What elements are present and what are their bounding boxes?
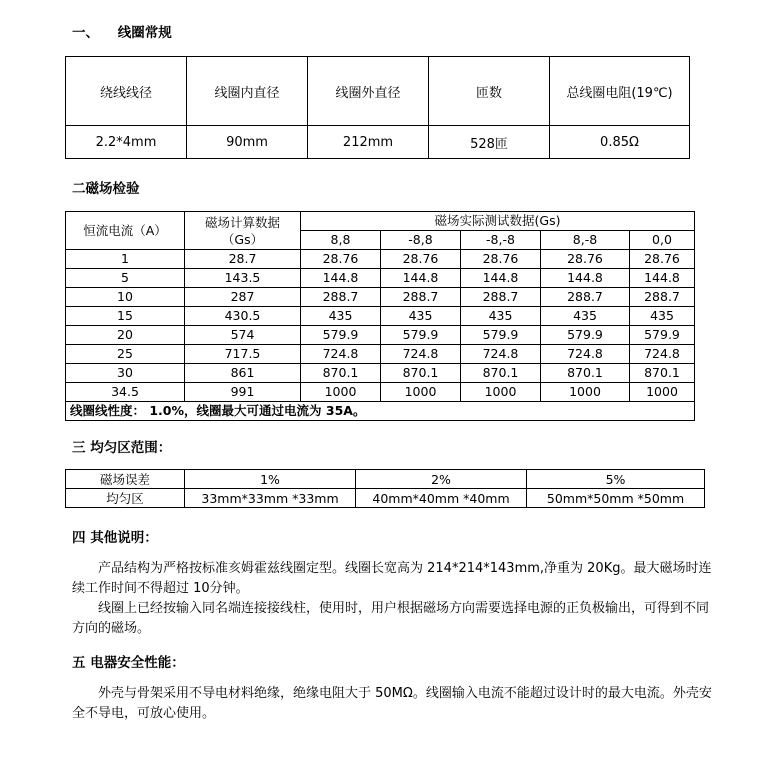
measured-cell: 724.8 xyxy=(301,345,381,364)
zone-2pct: 40mm*40mm *40mm xyxy=(356,489,527,508)
current-cell: 5 xyxy=(66,269,185,288)
measured-cell: 435 xyxy=(630,307,695,326)
pos-header: 0,0 xyxy=(630,231,695,250)
section2-title: 二磁场检验 xyxy=(72,181,140,197)
measured-cell: 144.8 xyxy=(461,269,541,288)
current-cell: 1 xyxy=(66,250,185,269)
table-row xyxy=(66,345,695,364)
measured-cell: 144.8 xyxy=(541,269,630,288)
measured-cell: 435 xyxy=(301,307,381,326)
table-row xyxy=(66,326,695,345)
measured-cell: 288.7 xyxy=(301,288,381,307)
section4-title: 四 其他说明： xyxy=(72,530,158,546)
measured-cell: 28.76 xyxy=(461,250,541,269)
linearity-note: 线圈线性度： 1.0%，线圈最大可通过电流为 35A。 xyxy=(66,402,695,421)
measured-cell: 1000 xyxy=(381,383,461,402)
current-cell: 10 xyxy=(66,288,185,307)
current-cell: 30 xyxy=(66,364,185,383)
measured-cell: 28.76 xyxy=(541,250,630,269)
label-field-error: 磁场误差 xyxy=(66,470,185,489)
table-row xyxy=(66,288,695,307)
header-resistance: 总线圈电阻(19℃) xyxy=(550,57,690,126)
value-wire-diameter: 2.2*4mm xyxy=(66,126,187,159)
measured-cell: 435 xyxy=(541,307,630,326)
calc-cell: 991 xyxy=(185,383,301,402)
measured-cell: 870.1 xyxy=(301,364,381,383)
measured-cell: 28.76 xyxy=(381,250,461,269)
measured-cell: 870.1 xyxy=(461,364,541,383)
measured-cell: 435 xyxy=(381,307,461,326)
measured-cell: 579.9 xyxy=(630,326,695,345)
section5-title: 五 电器安全性能： xyxy=(72,655,185,671)
measured-cell: 1000 xyxy=(541,383,630,402)
error-5pct: 5% xyxy=(527,470,705,489)
measured-cell: 288.7 xyxy=(381,288,461,307)
section1-title: 一、 线圈常规 xyxy=(72,25,172,41)
measured-cell: 144.8 xyxy=(630,269,695,288)
measured-cell: 870.1 xyxy=(630,364,695,383)
section4-text xyxy=(72,559,717,639)
section5-text xyxy=(72,684,717,724)
zone-1pct: 33mm*33mm *33mm xyxy=(185,489,356,508)
measured-cell: 870.1 xyxy=(541,364,630,383)
table-row xyxy=(66,364,695,383)
error-1pct: 1% xyxy=(185,470,356,489)
measured-cell: 724.8 xyxy=(541,345,630,364)
section4-paragraph: 产品结构为严格按标准亥姆霍兹线圈定型。线圈长宽高为 214*214*143mm,净重为 20Kg。最大磁场时连续工作时间不得超过 10分钟。 xyxy=(72,561,712,596)
section4-paragraph: 线圈上已经按输入同名端连接接线柱，使用时，用户根据磁场方向需要选择电源的正负极输出，可得到不同方向的磁场。 xyxy=(72,601,710,636)
header-calc: 磁场计算数据 （Gs） xyxy=(185,212,301,250)
table-row xyxy=(66,383,695,402)
measured-cell: 288.7 xyxy=(461,288,541,307)
value-resistance: 0.85Ω xyxy=(550,126,690,159)
value-inner-diameter: 90mm xyxy=(187,126,308,159)
measured-cell: 144.8 xyxy=(381,269,461,288)
section5-paragraph: 外壳与骨架采用不导电材料绝缘，绝缘电阻大于 50MΩ。线圈输入电流不能超过设计时的最大电流。外壳安全不导电，可放心使用。 xyxy=(72,686,712,721)
coil-spec-table xyxy=(65,56,690,159)
header-inner-diameter: 线圈内直径 xyxy=(187,57,308,126)
field-test-table xyxy=(65,211,695,421)
measured-cell: 724.8 xyxy=(461,345,541,364)
section3-title: 三 均匀区范围： xyxy=(72,440,172,456)
pos-header: 8,-8 xyxy=(541,231,630,250)
measured-cell: 144.8 xyxy=(301,269,381,288)
measured-cell: 28.76 xyxy=(630,250,695,269)
calc-cell: 574 xyxy=(185,326,301,345)
measured-cell: 288.7 xyxy=(541,288,630,307)
header-outer-diameter: 线圈外直径 xyxy=(308,57,429,126)
label-uniform-zone: 均匀区 xyxy=(66,489,185,508)
current-cell: 15 xyxy=(66,307,185,326)
header-measured: 磁场实际测试数据(Gs) xyxy=(301,212,695,231)
measured-cell: 870.1 xyxy=(381,364,461,383)
calc-cell: 717.5 xyxy=(185,345,301,364)
measured-cell: 724.8 xyxy=(381,345,461,364)
table-row xyxy=(66,307,695,326)
current-cell: 20 xyxy=(66,326,185,345)
pos-header: -8,-8 xyxy=(461,231,541,250)
calc-cell: 861 xyxy=(185,364,301,383)
measured-cell: 724.8 xyxy=(630,345,695,364)
measured-cell: 579.9 xyxy=(461,326,541,345)
calc-cell: 287 xyxy=(185,288,301,307)
current-cell: 25 xyxy=(66,345,185,364)
zone-5pct: 50mm*50mm *50mm xyxy=(527,489,705,508)
calc-cell: 28.7 xyxy=(185,250,301,269)
error-2pct: 2% xyxy=(356,470,527,489)
header-current: 恒流电流（A） xyxy=(66,212,185,250)
measured-cell: 1000 xyxy=(630,383,695,402)
measured-cell: 1000 xyxy=(461,383,541,402)
measured-cell: 28.76 xyxy=(301,250,381,269)
measured-cell: 288.7 xyxy=(630,288,695,307)
table-row xyxy=(66,269,695,288)
value-outer-diameter: 212mm xyxy=(308,126,429,159)
header-wire-diameter: 绕线线径 xyxy=(66,57,187,126)
measured-cell: 579.9 xyxy=(541,326,630,345)
value-turns: 528匝 xyxy=(429,126,550,159)
pos-header: -8,8 xyxy=(381,231,461,250)
current-cell: 34.5 xyxy=(66,383,185,402)
pos-header: 8,8 xyxy=(301,231,381,250)
measured-cell: 1000 xyxy=(301,383,381,402)
table-row xyxy=(66,250,695,269)
measured-cell: 579.9 xyxy=(381,326,461,345)
calc-cell: 430.5 xyxy=(185,307,301,326)
measured-cell: 435 xyxy=(461,307,541,326)
uniform-zone-table xyxy=(65,469,705,508)
header-turns: 匝数 xyxy=(429,57,550,126)
measured-cell: 579.9 xyxy=(301,326,381,345)
calc-cell: 143.5 xyxy=(185,269,301,288)
